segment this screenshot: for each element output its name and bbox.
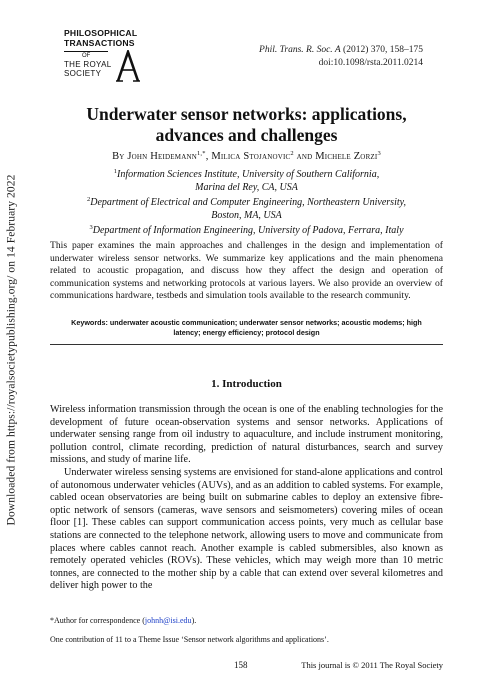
- keywords: Keywords: underwater acoustic communication; underwater sensor networks; acoustic modems; high latency; energy efficiency; protocol design: [71, 318, 422, 337]
- author-2: Milica Stojanovic: [211, 151, 291, 162]
- section-divider: [50, 344, 443, 345]
- correspondence-footnote: [50, 615, 443, 626]
- citation-volume: (2012) 370, 158–175: [340, 45, 423, 55]
- affiliation-2-line-1: Department of Electrical and Computer Engineering, Northeastern University,: [90, 197, 407, 208]
- footnotes: [50, 615, 443, 653]
- citation-journal: Phil. Trans. R. Soc. A: [259, 45, 341, 55]
- title-line-1: Underwater sensor networks: applications,: [86, 104, 407, 124]
- affiliation-1-line-2: Marina del Rey, CA, USA: [195, 181, 298, 193]
- author-sep-2: and: [293, 151, 316, 162]
- affiliation-3-sup: 3: [89, 224, 93, 231]
- by-label: By: [112, 151, 128, 162]
- paragraph-2: Underwater wireless sensing systems are envisioned for stand-alone applications and control of autonomous underwater vehicles (AUVs), and as an addition to cabled systems. For example, cabled ocean observatories are being built on submarine cables to deploy an extensive fibre-optic network of sensors (cameras, wave sensors and seismometers) covering miles of ocean floor [1]. These cables can support communication access points, very much as cellular base stations are connected to the telephone network, allowing users to move and communicate from places where cables cannot reach. Another example is cabled submersibles, also known as remotely operated vehicles (ROVs). These vehicles, which may weigh more than 10 metric tonnes, are connected to the mother ship by a cable that can extend over several kilometres and deliver high power to the: [50, 466, 443, 592]
- paragraph-1: Wireless information transmission through the ocean is one of the enabling technologies for the development of future ocean-observation systems and sensor networks. Applications of underwater sensing range from oil industry to aquaculture, and include instrument monitoring, pollution control, climate recording, prediction of natural disturbances, search and survey missions, and study of marine life.: [50, 404, 443, 466]
- affiliation-1: [50, 166, 443, 194]
- author-list: [50, 150, 443, 162]
- citation-line: [259, 44, 423, 57]
- logo-line-5: SOCIETY: [64, 69, 102, 78]
- journal-citation: [259, 44, 423, 70]
- logo-line-4: THE ROYAL: [64, 60, 112, 69]
- download-banner: [0, 0, 22, 700]
- affiliation-1-line-1: Information Sciences Institute, University of Southern California,: [117, 169, 380, 180]
- logo-line-1: PHILOSOPHICAL: [64, 28, 138, 38]
- affiliations: [50, 166, 443, 238]
- correspondence-prefix: *Author for correspondence (: [50, 616, 145, 625]
- author-3: Michele Zorzi: [315, 151, 378, 162]
- contribution-footnote: One contribution of 11 to a Theme Issue ‘Sensor network algorithms and applications’.: [50, 635, 329, 644]
- introduction-body: [50, 404, 443, 593]
- affiliation-2-line-2: Boston, MA, USA: [211, 209, 282, 221]
- copyright-notice: This journal is © 2011 The Royal Society: [301, 660, 443, 670]
- author-3-sup: 3: [377, 150, 381, 157]
- download-banner-text: Downloaded from https://royalsocietypublishing.org/ on 14 February 2022: [5, 174, 18, 526]
- affiliation-3: [50, 222, 443, 238]
- correspondence-suffix: ).: [191, 616, 197, 625]
- author-sep-1: ,: [205, 151, 212, 162]
- section-heading: 1. Introduction: [211, 378, 282, 390]
- journal-logo: [64, 28, 164, 88]
- page-number: 158: [234, 660, 248, 670]
- logo-line-3: OF: [82, 53, 91, 59]
- affiliation-3-line-1: Department of Information Engineering, University of Padova, Ferrara, Italy: [92, 225, 404, 236]
- author-1: John Heidemann: [127, 151, 197, 162]
- author-2-sup: 2: [290, 150, 294, 157]
- affiliation-1-sup: 1: [113, 168, 118, 175]
- title-line-2: advances and challenges: [155, 125, 338, 145]
- logo-line-2: TRANSACTIONS: [64, 38, 135, 48]
- affiliation-2-sup: 2: [86, 196, 91, 203]
- paper-title: [50, 104, 443, 146]
- affiliation-2: [50, 194, 443, 222]
- author-1-sup: 1,*: [196, 150, 206, 157]
- logo-a-mark-icon: [116, 50, 140, 82]
- logo-rule: [64, 51, 108, 52]
- correspondence-email-link[interactable]: johnh@isi.edu: [144, 616, 192, 625]
- doi: doi:10.1098/rsta.2011.0214: [318, 58, 423, 68]
- abstract: This paper examines the main approaches and challenges in the design and implementation of underwater wireless sensor networks. We summarize key applications and the main phenomena related to acoustic propagation, and discuss how they affect the design and operation of communication systems and networking protocols at various layers. We also provide an overview of communications hardware, testbeds and simulation tools available to the research community.: [50, 240, 443, 302]
